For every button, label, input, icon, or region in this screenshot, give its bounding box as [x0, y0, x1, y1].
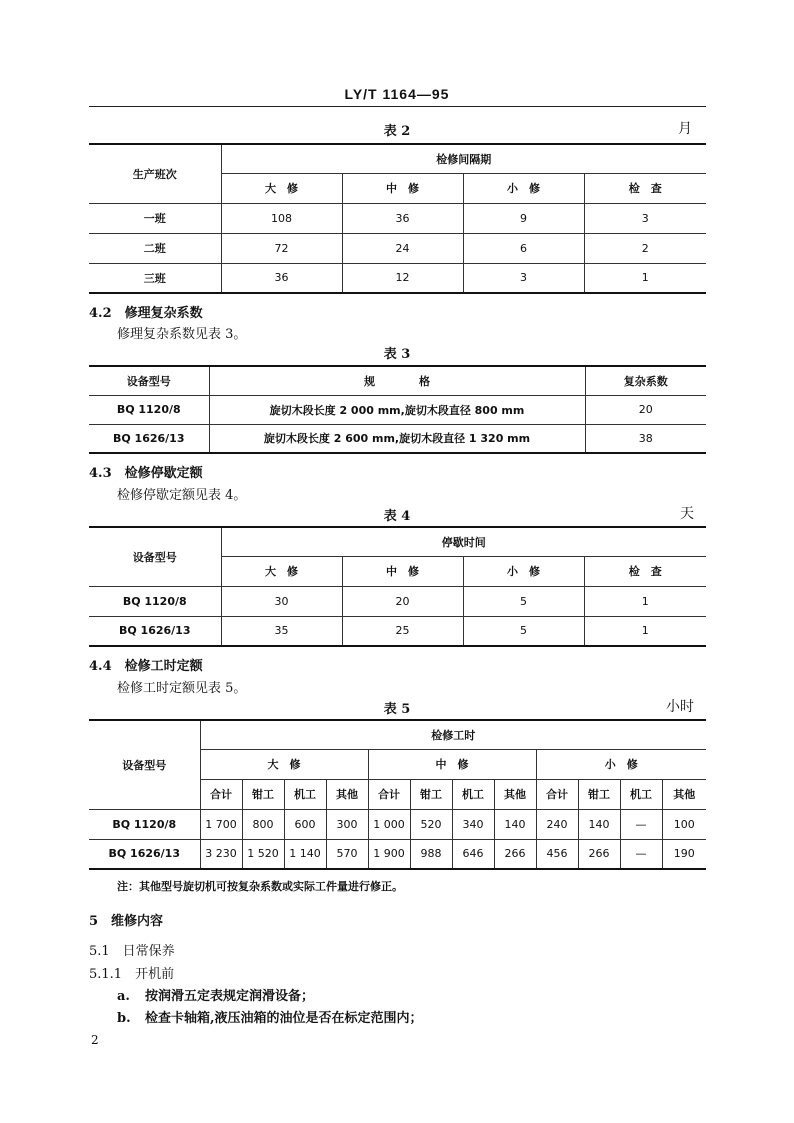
table2-unit: 月: [678, 121, 692, 137]
section-4-4-title: 4.4 检修工时定额: [89, 659, 203, 674]
table5-row-label: BQ 1120/8: [89, 809, 200, 839]
table-cell: 266: [578, 839, 620, 869]
table5-group-header: 检修工时: [200, 720, 706, 749]
table5-sub-header: 机工: [452, 779, 494, 809]
table2-row-label: 二班: [89, 233, 221, 263]
table-cell: 1 900: [368, 839, 410, 869]
table-cell: 570: [326, 839, 368, 869]
list-item-text: 检查卡轴箱,液压油箱的油位是否在标定范围内；: [145, 1011, 423, 1026]
header-rule: [89, 106, 706, 107]
list-item-text: 按润滑五定表规定润滑设备；: [145, 989, 315, 1004]
section-5-1-title: 5.1 日常保养: [89, 944, 175, 959]
table3-coef: 20: [585, 395, 706, 424]
table3-col-header: 规 格: [209, 366, 585, 395]
table-cell: 72: [221, 233, 342, 263]
list-item-marker: b.: [117, 1011, 131, 1026]
table-cell: 456: [536, 839, 578, 869]
table3-coef: 38: [585, 424, 706, 453]
table5-sub-header: 机工: [620, 779, 662, 809]
table2-col-header: 小 修: [463, 173, 584, 203]
table-cell: 35: [221, 616, 342, 646]
page-number: 2: [91, 1033, 99, 1047]
table5: [89, 719, 706, 870]
table-row: [89, 395, 706, 424]
table3-model: BQ 1120/8: [89, 395, 209, 424]
table2-row-label: 三班: [89, 263, 221, 293]
table4: [89, 526, 706, 647]
table-cell: 1 700: [200, 809, 242, 839]
table5-sub-header: 钳工: [578, 779, 620, 809]
running-header: LY/T 1164—95: [344, 86, 450, 102]
table4-group-header: 停歇时间: [221, 527, 706, 556]
table-cell: 2: [584, 233, 706, 263]
table-cell: 140: [578, 809, 620, 839]
table-cell: 3: [463, 263, 584, 293]
list-item-marker: a.: [117, 989, 130, 1004]
table-cell: 9: [463, 203, 584, 233]
table-cell: 5: [463, 616, 584, 646]
table-cell: 520: [410, 809, 452, 839]
table-cell: 6: [463, 233, 584, 263]
table-cell: 25: [342, 616, 463, 646]
table5-repair-type: 大 修: [200, 749, 368, 779]
table-row: [89, 839, 706, 869]
table5-sub-header: 其他: [494, 779, 536, 809]
table-cell: 190: [662, 839, 706, 869]
table-cell: 108: [221, 203, 342, 233]
table4-unit: 天: [680, 506, 694, 522]
table4-row-label: BQ 1120/8: [89, 586, 221, 616]
table-cell: 646: [452, 839, 494, 869]
table-row: [89, 616, 706, 646]
section-4-2-title: 4.2 修理复杂系数: [89, 306, 203, 321]
table3-col-header: 设备型号: [89, 366, 209, 395]
table-cell: 240: [536, 809, 578, 839]
table-cell: 140: [494, 809, 536, 839]
table-cell: 5: [463, 586, 584, 616]
section-5-1-1-title: 5.1.1 开机前: [89, 967, 175, 982]
table-cell: 36: [342, 203, 463, 233]
table5-repair-type: 中 修: [368, 749, 536, 779]
table4-col-header: 小 修: [463, 556, 584, 586]
table3-model: BQ 1626/13: [89, 424, 209, 453]
table-row: [89, 809, 706, 839]
table-cell: —: [620, 839, 662, 869]
table2-col-header: 检 查: [584, 173, 706, 203]
table-cell: 266: [494, 839, 536, 869]
section-4-3-title: 4.3 检修停歇定额: [89, 466, 203, 481]
table4-col-header: 检 查: [584, 556, 706, 586]
section-4-3-text: 检修停歇定额见表 4。: [117, 488, 247, 503]
table-cell: 340: [452, 809, 494, 839]
table2-row-label: 一班: [89, 203, 221, 233]
table5-row-header: 设备型号: [89, 720, 200, 809]
section-4-4-text: 检修工时定额见表 5。: [117, 681, 247, 696]
table4-row-header: 设备型号: [89, 527, 221, 586]
table3-spec: 旋切木段长度 2 000 mm,旋切木段直径 800 mm: [209, 395, 585, 424]
table-cell: 12: [342, 263, 463, 293]
table-cell: 30: [221, 586, 342, 616]
table5-repair-type: 小 修: [536, 749, 706, 779]
list-item: [117, 1007, 423, 1026]
table-cell: 1: [584, 586, 706, 616]
table-cell: 800: [242, 809, 284, 839]
section-5-title: 5 维修内容: [89, 914, 164, 929]
table-cell: 24: [342, 233, 463, 263]
table5-sub-header: 其他: [662, 779, 706, 809]
table-row: [89, 203, 706, 233]
table-cell: 3 230: [200, 839, 242, 869]
table5-caption: 表 5: [383, 702, 411, 717]
table4-col-header: 大 修: [221, 556, 342, 586]
table5-sub-header: 合计: [536, 779, 578, 809]
table-cell: 300: [326, 809, 368, 839]
table2-col-header: 中 修: [342, 173, 463, 203]
table2-group-header: 检修间隔期: [221, 144, 706, 173]
table-row: [89, 424, 706, 453]
table2-row-header: 生产班次: [89, 144, 221, 203]
table-cell: 1 520: [242, 839, 284, 869]
table-cell: 988: [410, 839, 452, 869]
table-cell: 20: [342, 586, 463, 616]
table-row: [89, 263, 706, 293]
table-cell: 3: [584, 203, 706, 233]
table-cell: 1 140: [284, 839, 326, 869]
table5-note: 注：其他型号旋切机可按复杂系数或实际工件量进行修正。: [117, 880, 403, 893]
table-cell: —: [620, 809, 662, 839]
table5-row-label: BQ 1626/13: [89, 839, 200, 869]
table3: [89, 365, 706, 454]
table-cell: 100: [662, 809, 706, 839]
table2-caption: 表 2: [383, 124, 411, 139]
table3-col-header: 复杂系数: [585, 366, 706, 395]
table5-unit: 小时: [666, 699, 694, 715]
table5-sub-header: 合计: [200, 779, 242, 809]
list-item: [117, 985, 314, 1004]
table-cell: 1: [584, 616, 706, 646]
table-cell: 36: [221, 263, 342, 293]
table5-sub-header: 其他: [326, 779, 368, 809]
table5-sub-header: 合计: [368, 779, 410, 809]
table3-caption: 表 3: [383, 347, 411, 362]
table2: [89, 143, 706, 294]
table4-row-label: BQ 1626/13: [89, 616, 221, 646]
table-cell: 1 000: [368, 809, 410, 839]
section-4-2-text: 修理复杂系数见表 3。: [117, 327, 247, 342]
table3-spec: 旋切木段长度 2 600 mm,旋切木段直径 1 320 mm: [209, 424, 585, 453]
table-row: [89, 233, 706, 263]
table2-col-header: 大 修: [221, 173, 342, 203]
table4-col-header: 中 修: [342, 556, 463, 586]
table-cell: 1: [584, 263, 706, 293]
table5-sub-header: 钳工: [242, 779, 284, 809]
table5-sub-header: 机工: [284, 779, 326, 809]
table5-sub-header: 钳工: [410, 779, 452, 809]
table-cell: 600: [284, 809, 326, 839]
table4-caption: 表 4: [383, 509, 411, 524]
table-row: [89, 586, 706, 616]
